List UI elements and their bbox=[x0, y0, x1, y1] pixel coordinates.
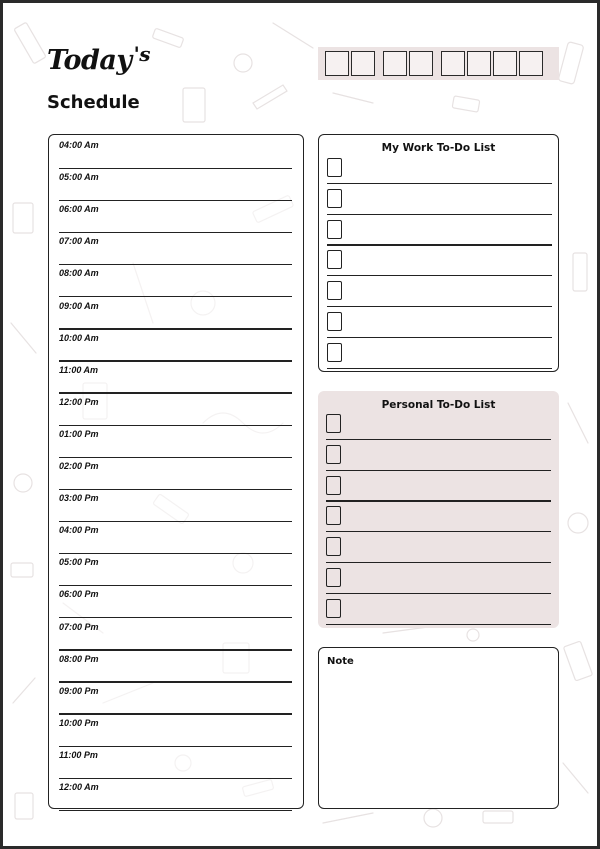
schedule-slot[interactable] bbox=[59, 298, 292, 330]
date-box[interactable] bbox=[351, 51, 375, 76]
schedule-slot[interactable] bbox=[59, 683, 292, 715]
todo-item[interactable] bbox=[326, 563, 551, 594]
slot-time-label: 04:00 Am bbox=[59, 140, 99, 150]
page-title: Schedule bbox=[47, 92, 140, 113]
todo-item[interactable] bbox=[327, 215, 552, 246]
todo-item[interactable] bbox=[327, 153, 552, 184]
schedule-slot[interactable] bbox=[59, 490, 292, 522]
slot-time-label: 05:00 Pm bbox=[59, 557, 99, 568]
slot-time-label: 10:00 Pm bbox=[59, 717, 99, 728]
schedule-slot[interactable] bbox=[59, 779, 292, 811]
slot-time-label: 09:00 Pm bbox=[59, 685, 99, 696]
todo-checkbox[interactable] bbox=[326, 506, 341, 525]
date-box[interactable] bbox=[383, 51, 407, 76]
date-box[interactable] bbox=[467, 51, 491, 76]
schedule-slot[interactable] bbox=[59, 522, 292, 554]
slot-time-label: 02:00 Pm bbox=[59, 461, 99, 471]
schedule-slot[interactable] bbox=[59, 362, 292, 394]
todo-checkbox[interactable] bbox=[326, 599, 341, 618]
slot-time-label: 03:00 Pm bbox=[59, 493, 99, 504]
note-title: Note bbox=[327, 656, 354, 667]
schedule-slot[interactable] bbox=[59, 169, 292, 201]
todo-checkbox[interactable] bbox=[327, 220, 342, 239]
slot-time-label: 05:00 Am bbox=[59, 172, 99, 183]
hourly-schedule bbox=[48, 134, 304, 809]
work-todo-panel bbox=[318, 134, 559, 372]
schedule-slot[interactable] bbox=[59, 715, 292, 747]
date-box[interactable] bbox=[409, 51, 433, 76]
todo-checkbox[interactable] bbox=[327, 250, 342, 269]
schedule-slot[interactable] bbox=[59, 747, 292, 779]
slot-time-label: 06:00 Am bbox=[59, 204, 99, 215]
personal-todo-title: Personal To-Do List bbox=[381, 399, 496, 411]
schedule-slot[interactable] bbox=[59, 394, 292, 426]
todo-checkbox[interactable] bbox=[327, 343, 342, 362]
schedule-slot[interactable] bbox=[59, 265, 292, 297]
todo-item[interactable] bbox=[327, 184, 552, 215]
todo-write-line bbox=[326, 624, 551, 625]
todo-checkbox[interactable] bbox=[326, 414, 341, 433]
schedule-slot[interactable] bbox=[59, 426, 292, 458]
slot-time-label: 01:00 Pm bbox=[59, 428, 99, 439]
slot-time-label: 10:00 Am bbox=[59, 332, 99, 343]
schedule-slot[interactable] bbox=[59, 651, 292, 683]
date-box[interactable] bbox=[441, 51, 465, 76]
todo-item[interactable] bbox=[326, 440, 551, 471]
todo-item[interactable] bbox=[327, 307, 552, 338]
schedule-slot[interactable] bbox=[59, 233, 292, 265]
todo-item[interactable] bbox=[326, 409, 551, 440]
todo-checkbox[interactable] bbox=[326, 476, 341, 495]
todo-checkbox[interactable] bbox=[327, 312, 342, 331]
todo-checkbox[interactable] bbox=[327, 189, 342, 208]
slot-write-line bbox=[59, 810, 292, 811]
slot-time-label: 12:00 Am bbox=[59, 782, 99, 792]
slot-time-label: 04:00 Pm bbox=[59, 525, 99, 536]
title-script: Today $^{'s}$ bbox=[47, 42, 150, 76]
work-todo-title: My Work To-Do List bbox=[381, 142, 496, 154]
todo-checkbox[interactable] bbox=[327, 158, 342, 177]
todo-checkbox[interactable] bbox=[326, 537, 341, 556]
slot-time-label: 08:00 Am bbox=[59, 268, 99, 279]
todo-checkbox[interactable] bbox=[327, 281, 342, 300]
slot-time-label: 11:00 Am bbox=[59, 364, 99, 375]
note-box[interactable] bbox=[318, 647, 559, 809]
schedule-slot[interactable] bbox=[59, 554, 292, 586]
todo-write-line bbox=[327, 368, 552, 369]
slot-time-label: 07:00 Am bbox=[59, 236, 99, 247]
slot-time-label: 12:00 Pm bbox=[59, 396, 99, 407]
date-box[interactable] bbox=[519, 51, 543, 76]
slot-time-label: 09:00 Am bbox=[59, 300, 99, 311]
schedule-slot[interactable] bbox=[59, 137, 292, 169]
todo-item[interactable] bbox=[326, 532, 551, 563]
todo-checkbox[interactable] bbox=[326, 568, 341, 587]
slot-time-label: 11:00 Pm bbox=[59, 749, 98, 760]
personal-todo-panel bbox=[318, 391, 559, 628]
schedule-slot[interactable] bbox=[59, 619, 292, 651]
slot-time-label: 08:00 Pm bbox=[59, 653, 99, 664]
date-strip bbox=[318, 47, 559, 80]
schedule-slot[interactable] bbox=[59, 330, 292, 362]
slot-time-label: 07:00 Pm bbox=[59, 621, 99, 632]
schedule-slot[interactable] bbox=[59, 458, 292, 490]
todo-item[interactable] bbox=[326, 501, 551, 532]
schedule-slot[interactable] bbox=[59, 586, 292, 618]
schedule-slot[interactable] bbox=[59, 201, 292, 233]
slot-time-label: 06:00 Pm bbox=[59, 589, 99, 600]
todo-item[interactable] bbox=[326, 594, 551, 625]
todo-item[interactable] bbox=[327, 338, 552, 369]
todo-item[interactable] bbox=[326, 471, 551, 502]
todo-item[interactable] bbox=[327, 276, 552, 307]
date-box[interactable] bbox=[493, 51, 517, 76]
todo-checkbox[interactable] bbox=[326, 445, 341, 464]
todo-item[interactable] bbox=[327, 245, 552, 276]
date-box[interactable] bbox=[325, 51, 349, 76]
